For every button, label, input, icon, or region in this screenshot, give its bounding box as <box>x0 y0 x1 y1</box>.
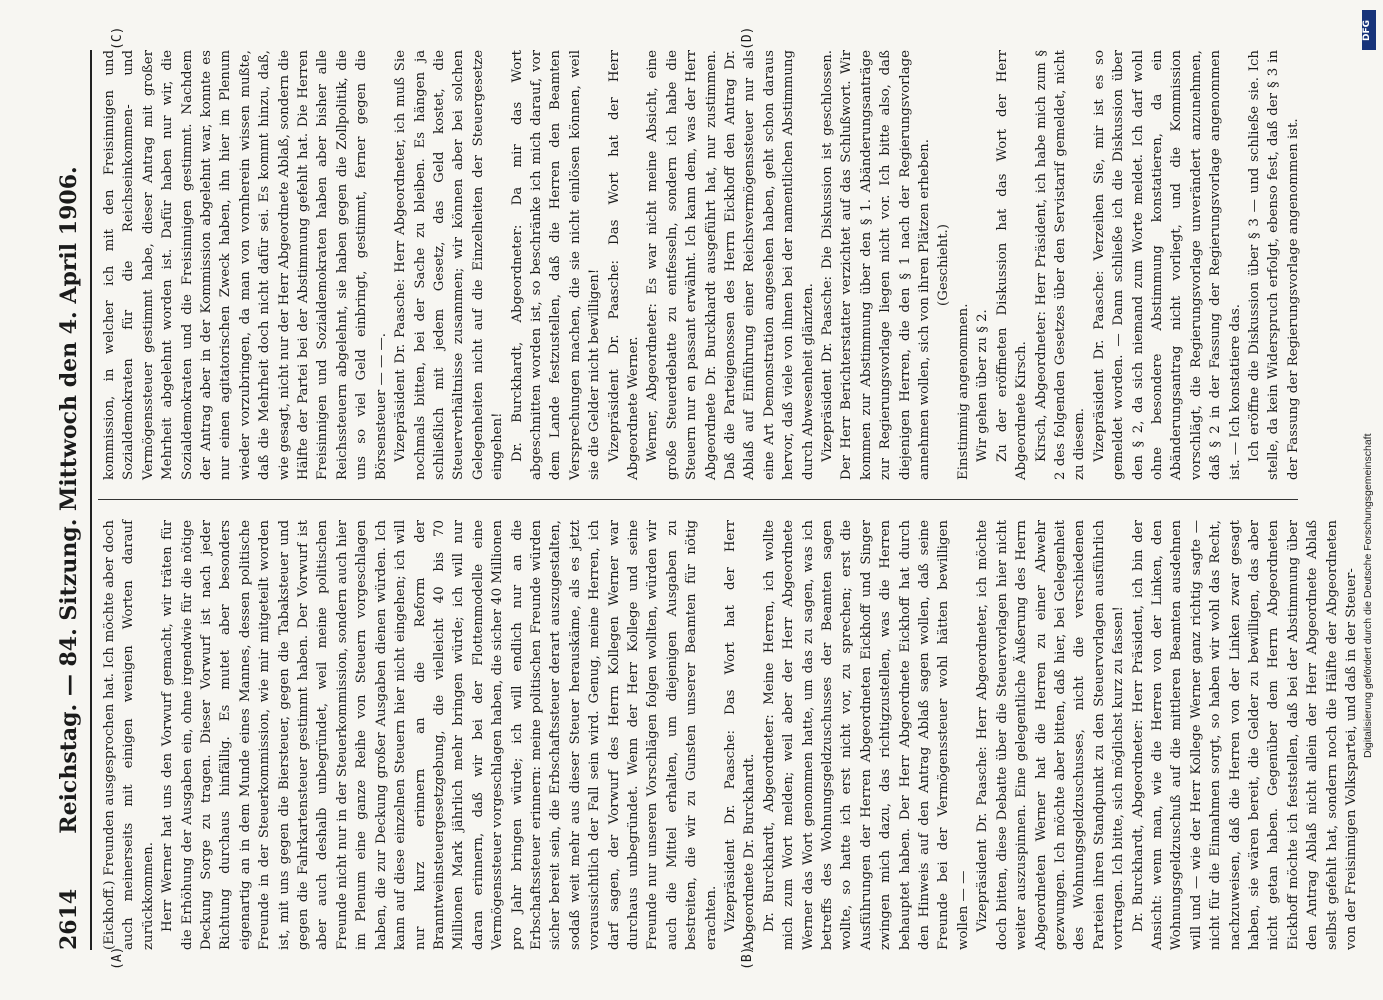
paragraph: Werner, Abgeordneter: Es war nicht meine Absicht, eine große Steuerdebatte zu entfesseln, sondern ich habe die Steuern nur en passant erwähnt. Ich kann dem, was der Herr Abgeordnete Dr. Burckhardt ausgeführt hat, nur zustimmen. Daß die Parteigenossen des Herrn Eickhoff den Antrag Dr. Ablaß auf Einführung einer Reichsvermögenssteuer nur als eine Art Demonstration angesehen haben, geht schon daraus hervor, daß viele von ihnen bei der namentlichen Abstimmung durch Abwesenheit glänzten. <box>645 50 816 480</box>
paragraph: (Geschieht.) <box>936 224 952 306</box>
digitization-note: Digitalisierung gefördert durch die Deutsche Forschungsgemeinschaft <box>1362 433 1374 758</box>
digitization-credit <box>1361 4 1381 996</box>
paragraph: Dr. Burckhardt, Abgeordneter: Herr Präsident, ich bin der Ansicht: wenn man, wie die Herren von der Linken, den Wohnungsgeldzuschuß auf die mittleren Beamten ausdehnen will und — wie der Herr Kollege Werner ganz richtig sagte — nicht für die Einnahmen sorgt, so haben wir wohl das Recht, nachzuweisen, daß die Herren von der Linken zwar gesagt haben, sie wären bereit, die Gelder zu bewilligen, das aber nicht getan haben. Gegenüber dem Herrn Abgeordneten Eickhoff möchte ich feststellen, daß bei der Abstimmung über den Antrag Ablaß nicht allein der Herr Abgeordnete Ablaß selbst gefehlt hat, sondern noch die Hälfte der Abgeordneten von der Freisinnigen Volkspartei, und daß in der Steuer- <box>1130 520 1359 950</box>
right-text-column <box>100 50 1300 480</box>
paragraph: Vizepräsident Dr. Paasche: Das Wort hat der Herr Abgeordnete Dr. Burckhardt. <box>723 520 758 950</box>
paragraph: Dr. Burckhardt, Abgeordneter: Da mir das Wort abgeschnitten worden ist, so beschränke ich mich darauf, vor dem Lande festzustellen, daß die Herren den Beamten Versprechungen machen, die sie nicht einlösen können, weil sie die Gelder nicht bewilligen! <box>509 50 603 480</box>
paragraph: Zu der eröffneten Diskussion hat das Wort der Herr Abgeordnete Kirsch. <box>994 50 1030 480</box>
paragraph: Herr Werner hat uns den Vorwurf gemacht, wir träten für die Erhöhung der Ausgaben ein, ohne irgendwie für die nötige Deckung Sorge zu tragen. Dieser Vorwurf ist nach jeder Richtung durchaus hinfällig. Es mutet aber besonders eigenartig an in dem Munde eines Mannes, dessen politische Freunde in der Steuerkommission, wie mir mitgeteilt worden ist, mit uns gegen die Biersteuer, gegen die Tabaksteuer und gegen die Fahrkartensteuer gestimmt haben. Der Vorwurf ist aber auch deshalb unbegründet, weil meine politischen Freunde nicht nur in der Steuerkommission, sondern auch hier im Plenum eine ganze Reihe von Steuern vorgeschlagen haben, die zur Deckung großer Ausgaben dienen würden. Ich kann auf diese einzelnen Steuern hier nicht eingehen; ich will nur kurz erinnern an die Reform der Branntweinsteuergesetzgebung, die vielleicht 40 bis 70 Millionen Mark jährlich mehr bringen würde; ich will nur daran erinnern, daß wir bei der Flottenmodelle eine Vermögenssteuer vorgeschlagen haben, die sicher 40 Millionen pro Jahr bringen würde; ich will endlich nur an die Erbschaftssteuer erinnern: meine politischen Freunde würden sicher bereit sein, die Erbschaftssteuer derart auszugestalten, sodaß weit mehr aus dieser Steuer herauskäme, als es jetzt voraussichtlich der Fall sein wird. Genug, meine Herren, ich darf sagen, der Vorwurf des Herrn Kollegen Werner war durchaus unbegründet. Wenn der Herr Kollege und seine Freunde nur unseren Vorschlägen folgen wollten, würden wir auch die Mittel erhalten, um diejenigen Ausgaben zu bestreiten, die wir zu Gunsten unserer Beamten für nötig erachten. <box>160 520 719 950</box>
page-number: 2614 <box>56 888 82 950</box>
paragraph: Einstimmig angenommen. <box>955 303 971 480</box>
margin-marker-a: (A) <box>110 946 125 970</box>
paragraph: Kirsch, Abgeordneter: Herr Präsident, ich habe mich zum § 2 des folgenden Gesetzes über den Servistarif gemeldet, nicht zu diesem. <box>1033 50 1088 480</box>
paragraph: (Eickhoff.) Freunden ausgesprochen hat. Ich möchte aber doch auch meinerseits mit einigen wenigen Worten darauf zurückkommen. <box>102 520 156 950</box>
paragraph: Vizepräsident Dr. Paasche: Die Diskussion ist geschlossen. Der Herr Berichterstatter verzichtet auf das Schlußwort. Wir kommen zur Abstimmung über den § 1. Abänderungsanträge zur Regierungsvorlage liegen nicht vor. Ich bitte also, daß diejenigen Herren, die den § 1 nach der Regierungsvorlage annehmen wollen, sich von ihren Plätzen erheben. <box>820 50 933 480</box>
paragraph: Vizepräsident Dr. Paasche: Verzeihen Sie, mir ist es so gemeldet worden. — Dann schließe ich die Diskussion über den § 2, da sich niemand zum Worte meldet. Ich darf wohl ohne besondere Abstimmung konstatieren, da ein Abänderungsantrag nicht vorliegt, und die Kommission vorschlägt, die Regierungsvorlage unverändert anzunehmen, daß § 2 in der Fassung der Regierungsvorlage angenommen ist. — Ich konstatiere das. <box>1091 50 1243 480</box>
paragraph: Vizepräsident Dr. Paasche: Herr Abgeordneter, ich möchte doch bitten, diese Debatte über die Steuervorlagen hier nicht weiter auszuspinnen. Eine gelegentliche Äußerung des Herrn Abgeordneten Werner hat die Herren zu einer Abwehr gezwungen. Ich möchte aber bitten, daß hier, bei Gelegenheit des Wohnungsgeldzuschusses, nicht die verschiedenen Parteien ihren Standpunkt zu den Steuervorlagen ausführlich vortragen. Ich bitte, sich möglichst kurz zu fassen! <box>975 520 1127 950</box>
margin-marker-b: (B) <box>740 946 755 970</box>
left-text-column <box>100 520 1359 950</box>
page-header <box>50 50 92 950</box>
margin-marker-d: (D) <box>740 26 755 50</box>
paragraph: Vizepräsident Dr. Paasche: Das Wort hat der Herr Abgeordnete Werner. <box>606 50 641 480</box>
rotated-page-content <box>40 26 1359 970</box>
dfg-logo: DFG <box>1362 10 1376 50</box>
paragraph: Dr. Burckhardt, Abgeordneter: Meine Herren, ich wollte mich zum Wort melden; weil aber der Herr Abgeordnete Werner das Wort genommen hatte, um das zu sagen, was ich betreffs des Wohnungsgeldzuschusses der Beamten sagen wollte, so hatte ich erst nicht vor, zu sprechen; erst die Ausführungen der Herren Abgeordneten Eickhoff und Singer zwingen mich dazu, das richtigzustellen, was die Herren behauptet haben. Der Herr Abgeordnete Eickhoff hat durch den Hinweis auf den Antrag Ablaß sagen wollen, daß seine Freunde bei der Vermögenssteuer wohl hätten bewilligen wollen — — <box>761 520 971 950</box>
column-divider <box>98 499 1298 500</box>
paragraph: kommission, in welcher ich mit den Freisinnigen und Sozialdemokraten für die Reichseinkommen- und Vermögenssteuer gestimmt habe, dieser Antrag mit großer Mehrheit abgelehnt worden ist. Dafür haben nur wir, die Sozialdemokraten und die Freisinnigen gestimmt. Nachdem der Antrag aber in der Kommission abgelehnt war, konnte es nur einen agitatorischen Zweck haben, ihn hier im Plenum wieder vorzubringen, da man von vornherein wissen mußte, daß die Mehrheit doch nicht dafür sei. Es kommt hinzu, daß, wie gesagt, nicht nur der Herr Abgeordnete Ablaß, sondern die Hälfte der Partei bei der Abstimmung gefehlt hat. Die Herren Freisinnigen und Sozialdemokraten haben aber bisher alle Reichssteuern abgelehnt, sie haben gegen die Zollpolitik, die uns so viel Geld einbringt, gestimmt, ferner gegen die Börsensteuer — — —. <box>102 50 389 480</box>
paragraph: Vizepräsident Dr. Paasche: Herr Abgeordneter, ich muß Sie nochmals bitten, bei der Sache zu bleiben. Es hängen ja schließlich mit jedem Gesetz, das Geld kostet, die Steuerverhältnisse zusammen; wir können aber bei solchen Gelegenheiten nicht auf die Einzelheiten der Steuergesetze eingehen! <box>393 50 506 480</box>
margin-marker-c: (C) <box>110 26 125 50</box>
session-title: Reichstag. — 84. Sitzung. Mittwoch den 4. April 1906. <box>56 166 82 834</box>
paragraph: Ich eröffne die Diskussion über § 3 — und schließe sie. Ich stelle, da kein Widerspruch erfolgt, ebenso fest, daß der § 3 in der Fassung der Regierungsvorlage angenommen ist. <box>1246 50 1301 480</box>
paragraph: Wir gehen über zu § 2. <box>975 309 991 462</box>
